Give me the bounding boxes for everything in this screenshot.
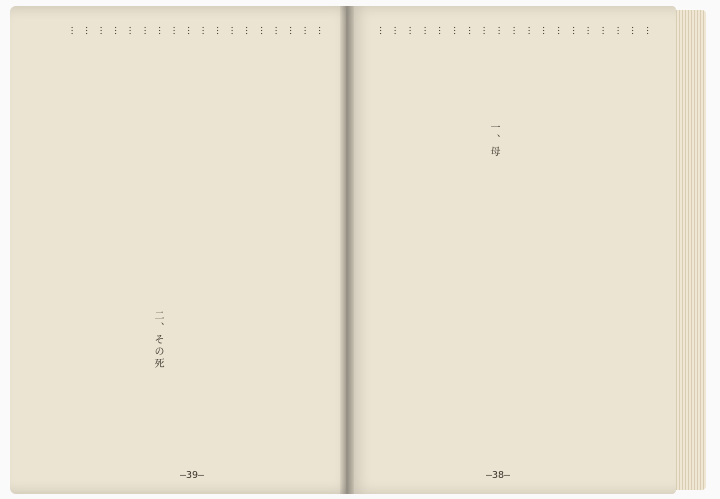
section-heading-2: 二、その死	[152, 310, 163, 370]
text-column: …	[83, 26, 93, 36]
right-page-text	[372, 26, 654, 286]
text-column: …	[495, 26, 506, 36]
text-column: …	[554, 26, 565, 36]
text-column: …	[243, 26, 254, 36]
text-column: …	[316, 26, 326, 36]
text-column: …	[199, 26, 210, 36]
text-column: …	[584, 26, 595, 36]
text-column: …	[301, 26, 312, 36]
text-column: …	[599, 26, 610, 36]
text-column: …	[451, 26, 462, 36]
text-column: …	[141, 26, 152, 36]
left-page-text	[64, 26, 326, 434]
text-column: …	[272, 26, 283, 36]
text-column: …	[184, 26, 195, 36]
text-column: …	[510, 26, 521, 36]
page-number-right: —38—	[486, 470, 511, 481]
text-column: …	[480, 26, 491, 36]
text-column: …	[465, 26, 476, 36]
text-column: …	[421, 26, 432, 36]
text-column: …	[97, 26, 108, 36]
text-column: …	[170, 26, 181, 36]
page-number-left: —39—	[180, 470, 205, 481]
text-column: …	[391, 26, 402, 36]
text-column: …	[376, 26, 387, 36]
section-heading-1: 一、母	[488, 122, 499, 158]
text-column: …	[214, 26, 225, 36]
text-column: …	[406, 26, 417, 36]
gutter-shadow	[340, 6, 354, 494]
text-column: …	[126, 26, 137, 36]
text-column: …	[540, 26, 551, 36]
text-column: …	[436, 26, 447, 36]
text-column: …	[228, 26, 239, 36]
text-column: …	[614, 26, 625, 36]
text-column: …	[525, 26, 536, 36]
page-edges	[676, 10, 706, 490]
text-column: …	[569, 26, 580, 36]
text-column: …	[155, 26, 166, 36]
text-column: …	[112, 26, 123, 36]
text-column: …	[629, 26, 640, 36]
text-column: …	[68, 26, 79, 36]
text-column: …	[286, 26, 297, 36]
text-column: …	[257, 26, 268, 36]
text-column: …	[644, 26, 654, 36]
